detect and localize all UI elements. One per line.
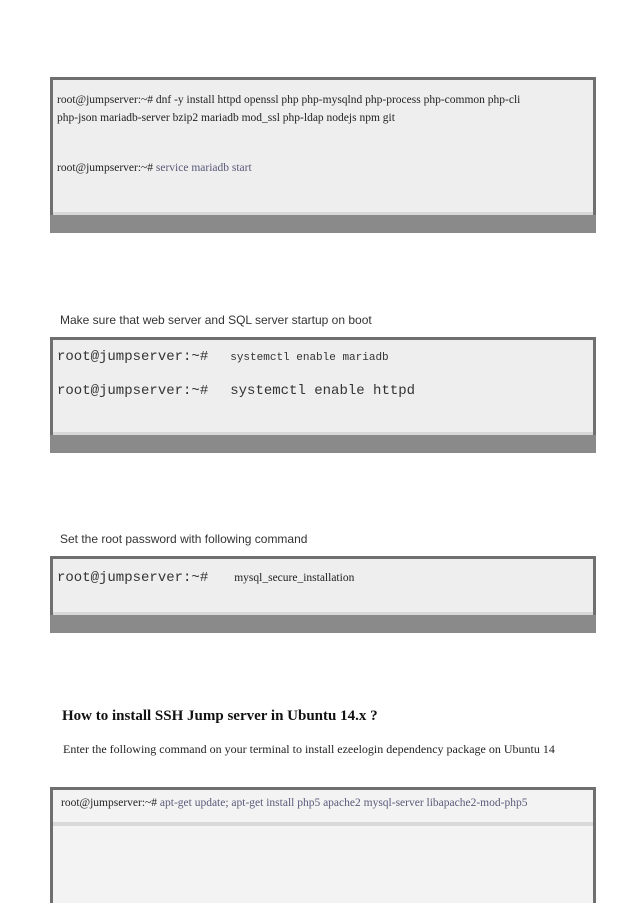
shell-prompt: root@jumpserver:~# bbox=[57, 383, 209, 399]
instruction-startup-on-boot: Make sure that web server and SQL server startup on boot bbox=[60, 313, 372, 327]
code-block-dnf-install bbox=[50, 77, 596, 233]
code-block-shade bbox=[53, 212, 593, 215]
code-block-shade bbox=[53, 432, 593, 435]
shell-command: systemctl enable mariadb bbox=[230, 352, 389, 364]
instruction-root-password: Set the root password with following command bbox=[60, 532, 308, 546]
code-line-mysql-secure bbox=[57, 568, 354, 586]
code-line-mariadb-start bbox=[57, 162, 252, 174]
shell-prompt: root@jumpserver:~# bbox=[57, 162, 154, 174]
code-line-apt-get bbox=[61, 797, 527, 809]
shell-prompt: root@jumpserver:~# bbox=[57, 349, 209, 365]
code-block-shade bbox=[53, 822, 593, 826]
code-line-enable-httpd bbox=[57, 383, 415, 399]
shell-command: service mariadb start bbox=[153, 162, 252, 174]
code-block-mysql-secure bbox=[50, 556, 596, 633]
code-block-systemctl bbox=[50, 337, 596, 453]
code-block-shade bbox=[53, 612, 593, 615]
shell-prompt: root@jumpserver:~# bbox=[57, 570, 209, 586]
section-description: Enter the following command on your terminal to install ezeelogin dependency package on Ubuntu 14 bbox=[63, 742, 555, 756]
code-line-dnf-packages: php-json mariadb-server bzip2 mariadb mod_ssl php-ldap nodejs npm git bbox=[57, 112, 395, 124]
code-line-dnf-install: root@jumpserver:~# dnf -y install httpd openssl php php-mysqlnd php-process php-common php-cli bbox=[57, 94, 521, 106]
section-heading: How to install SSH Jump server in Ubuntu 14.x ? bbox=[62, 708, 378, 724]
shell-command: mysql_secure_installation bbox=[234, 572, 355, 584]
shell-command: systemctl enable httpd bbox=[230, 383, 416, 399]
code-line-enable-mariadb bbox=[57, 349, 389, 365]
shell-prompt: root@jumpserver:~# bbox=[61, 797, 158, 809]
shell-command: apt-get update; apt-get install php5 apache2 mysql-server libapache2-mod-php5 bbox=[157, 797, 528, 809]
code-block-apt-get bbox=[50, 787, 596, 903]
